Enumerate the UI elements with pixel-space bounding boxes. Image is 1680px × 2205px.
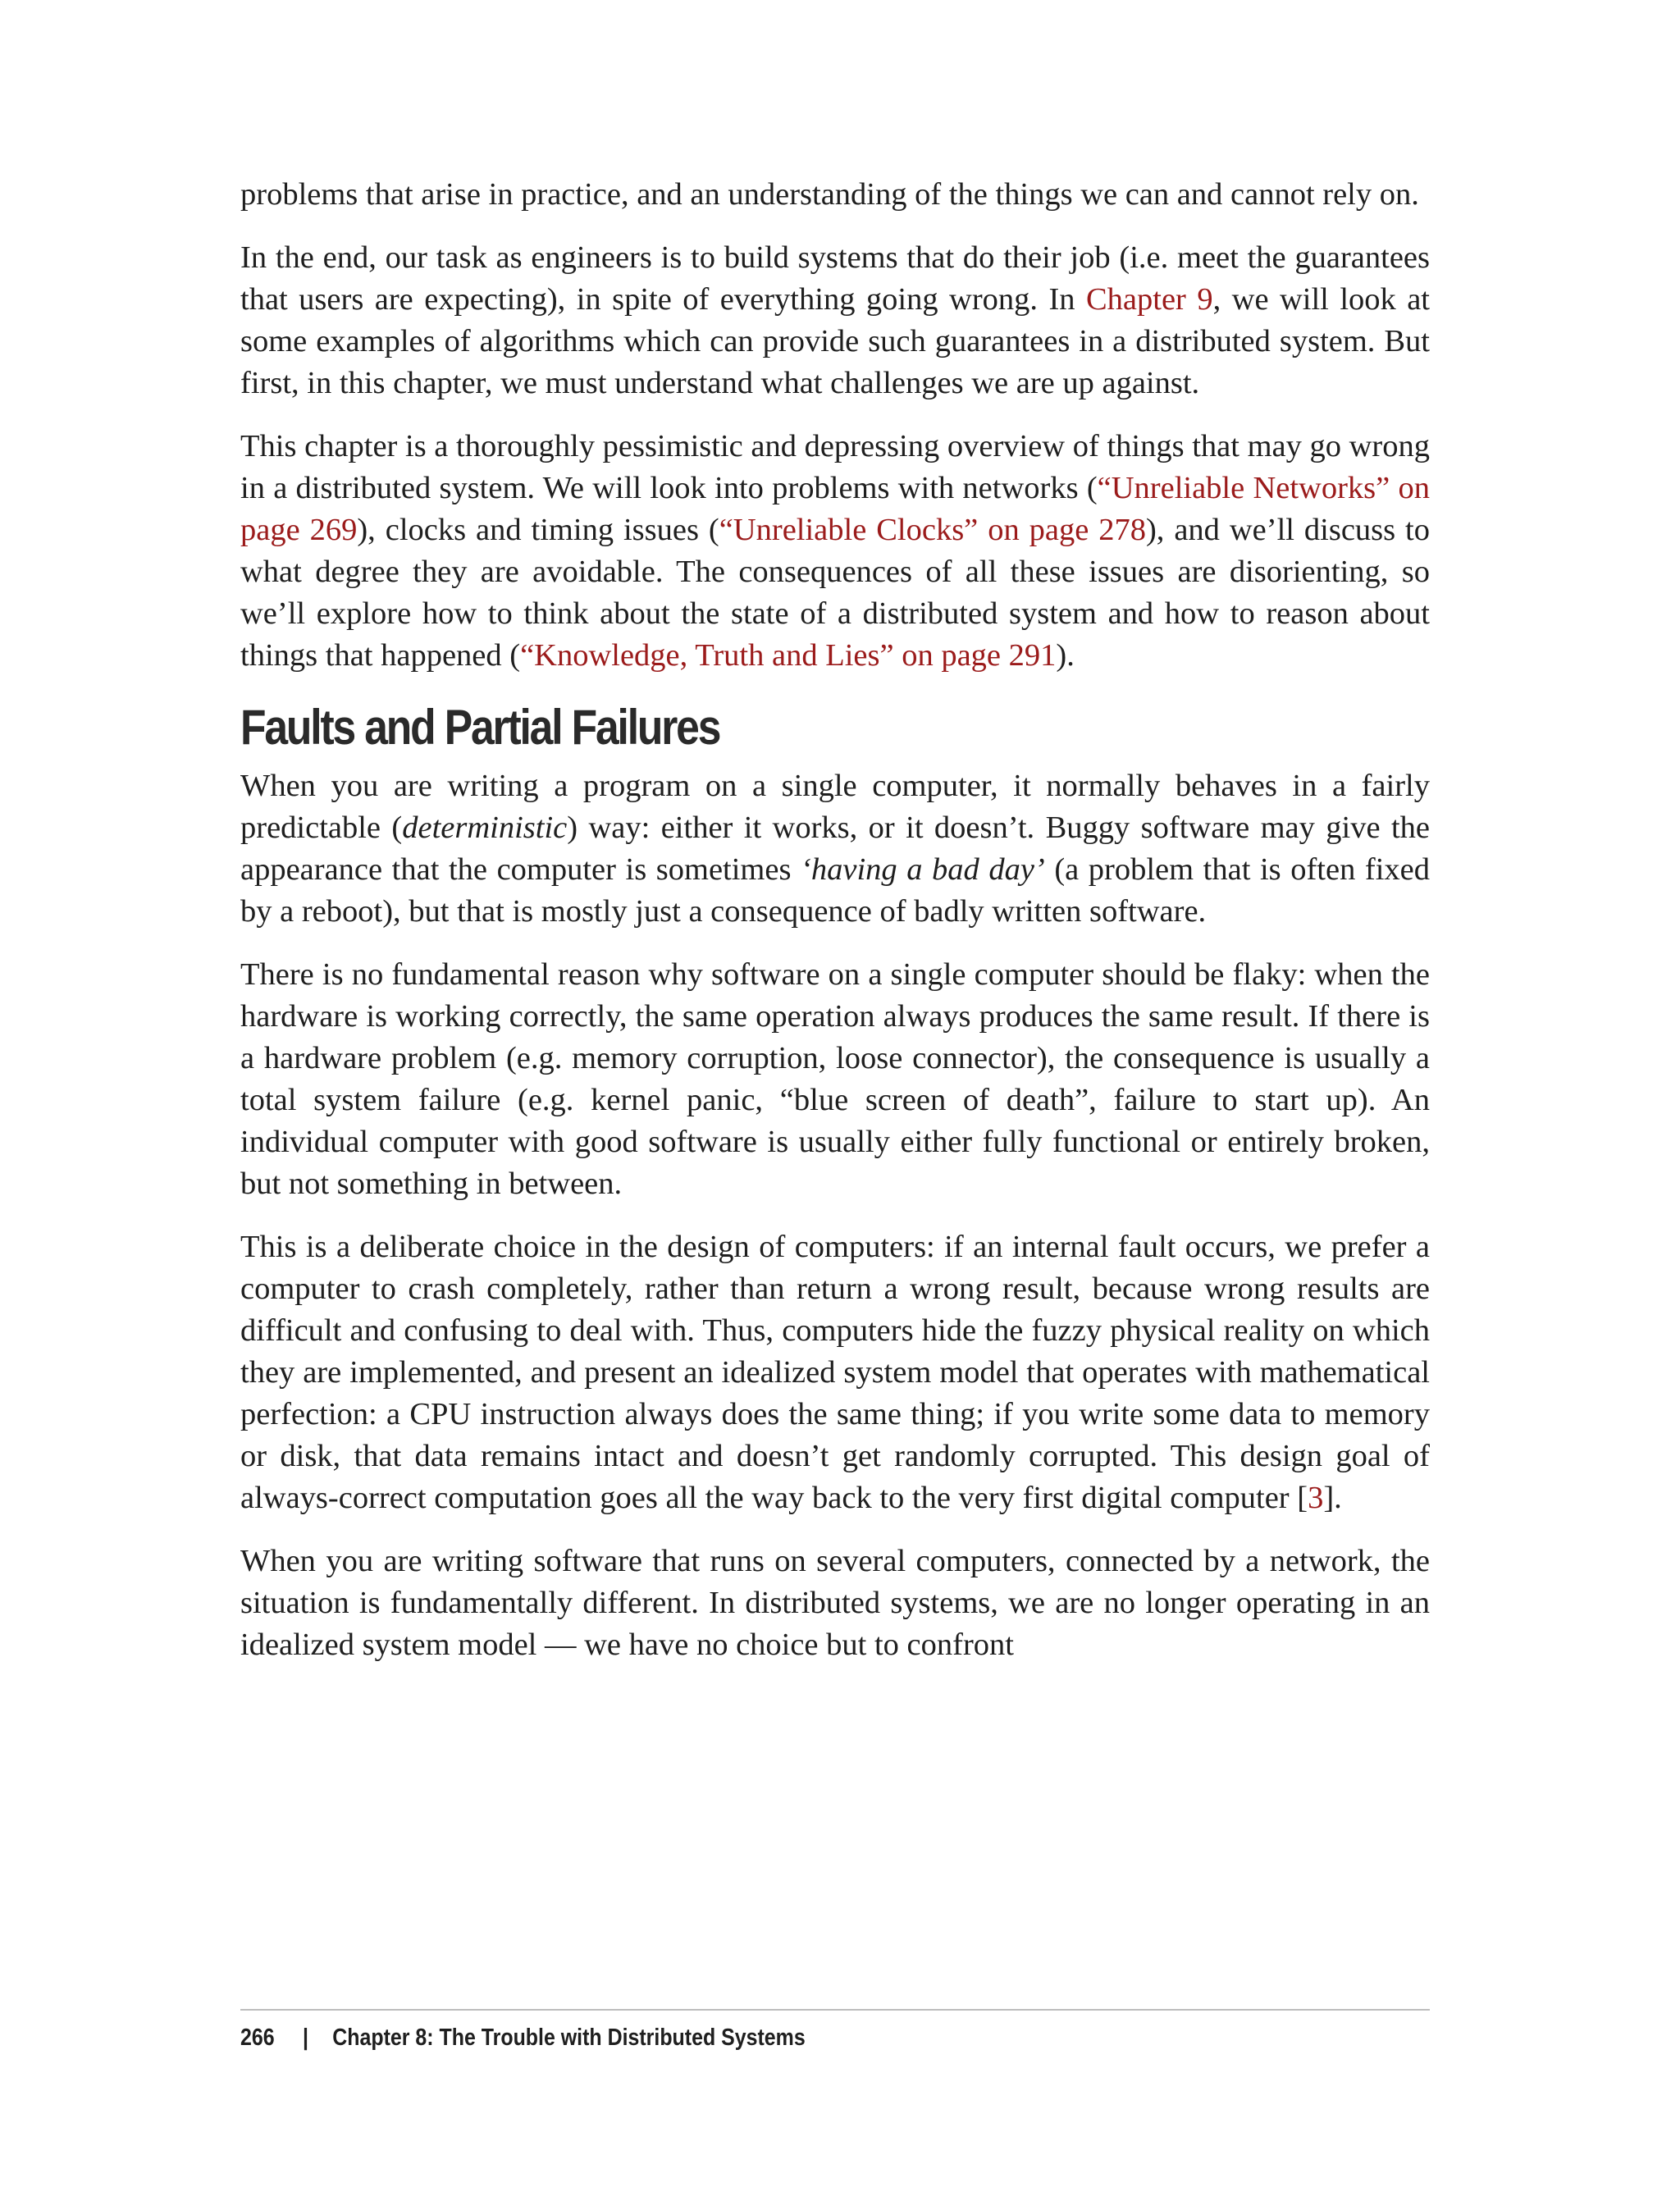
paragraph-3: [240, 426, 1430, 677]
paragraph-2-text-a: In the end, our task as engineers is to build systems that do their job (i.e. meet the guarantees that users are expecting), in spite of everything going wrong. In: [240, 240, 1430, 317]
paragraph-1: [240, 174, 1430, 216]
link-unreliable-networks[interactable]: “Unreliable Networks” on page 269: [240, 471, 1430, 547]
footer-chapter-title: Chapter 8: The Trouble with Distributed Systems: [332, 2025, 806, 2051]
link-unreliable-clocks[interactable]: “Unreliable Clocks” on page 278: [719, 513, 1146, 547]
footer-separator: |: [303, 2025, 309, 2051]
paragraph-4: [240, 765, 1430, 933]
paragraph-1-text: problems that arise in practice, and an understanding of the things we can and cannot rely on.: [240, 177, 1419, 212]
paragraph-4-text-c: (a problem that is often fixed by a reboot), but that is mostly just a consequence of badly written software.: [240, 852, 1430, 929]
paragraph-3-text-a: This chapter is a thoroughly pessimistic and depressing overview of things that may go wrong in a distributed system. We will look into problems with networks (: [240, 429, 1430, 505]
page-footer: [240, 2021, 806, 2054]
paragraph-4-text-a: When you are writing a program on a single computer, it normally behaves in a fairly predictable (: [240, 769, 1430, 845]
paragraph-6-text-a: This is a deliberate choice in the design of computers: if an internal fault occurs, we prefer a computer to crash completely, rather than return a wrong result, because wrong results are difficult and confusing to deal with. Thus, computers hide the fuzzy physical reality on which they are implemented, and present an idealized system model that operates with mathematical perfection: a CPU instruction always does the same thing; if you write some data to memory or disk, that data remains intact and doesn’t get randomly corrupted. This design goal of always-correct computation goes all the way back to the very first digital computer [: [240, 1230, 1430, 1515]
paragraph-6-text-b: ].: [1323, 1481, 1342, 1515]
page-body: [240, 174, 1430, 1687]
footer-rule: [240, 2009, 1430, 2011]
paragraph-4-text-b: ) way: either it works, or it doesn’t. Buggy software may give the appearance that the computer is sometimes: [240, 810, 1430, 887]
emphasis-deterministic: deterministic: [402, 810, 568, 845]
link-reference-3[interactable]: 3: [1308, 1481, 1324, 1515]
paragraph-2: [240, 237, 1430, 404]
paragraph-3-text-d: ).: [1056, 638, 1075, 673]
paragraph-5: [240, 954, 1430, 1205]
link-chapter-9[interactable]: Chapter 9: [1086, 282, 1213, 317]
section-heading: Faults and Partial Failures: [240, 700, 720, 755]
paragraph-5-text: There is no fundamental reason why software on a single computer should be flaky: when the hardware is working correctly, the same operation always produces the same result. If there is a hardware problem (e.g. memory corruption, loose connector), the consequence is usually a total system failure (e.g. kernel panic, “blue screen of death”, failure to start up). An individual computer with good software is usually either fully functional or entirely broken, but not something in between.: [240, 957, 1430, 1201]
page-number: 266: [240, 2025, 275, 2051]
paragraph-3-text-b: ), clocks and timing issues (: [357, 513, 719, 547]
emphasis-bad-day: ‘having a bad day’: [801, 852, 1045, 887]
paragraph-7-text: When you are writing software that runs on several computers, connected by a network, the situation is fundamentally different. In distributed systems, we are no longer operating in an idealized system model — we have no choice but to confront: [240, 1544, 1430, 1662]
paragraph-7: [240, 1541, 1430, 1666]
paragraph-6: [240, 1226, 1430, 1519]
paragraph-3-text-c: ), and we’ll discuss to what degree they are avoidable. The consequences of all these issues are disorienting, so we’ll explore how to think about the state of a distributed system and how to reason about things that happened (: [240, 513, 1430, 673]
paragraph-2-text-b: , we will look at some examples of algorithms which can provide such guarantees in a distributed system. But first, in this chapter, we must understand what challenges we are up against.: [240, 282, 1431, 400]
link-knowledge-truth-lies[interactable]: “Knowledge, Truth and Lies” on page 291: [520, 638, 1057, 673]
